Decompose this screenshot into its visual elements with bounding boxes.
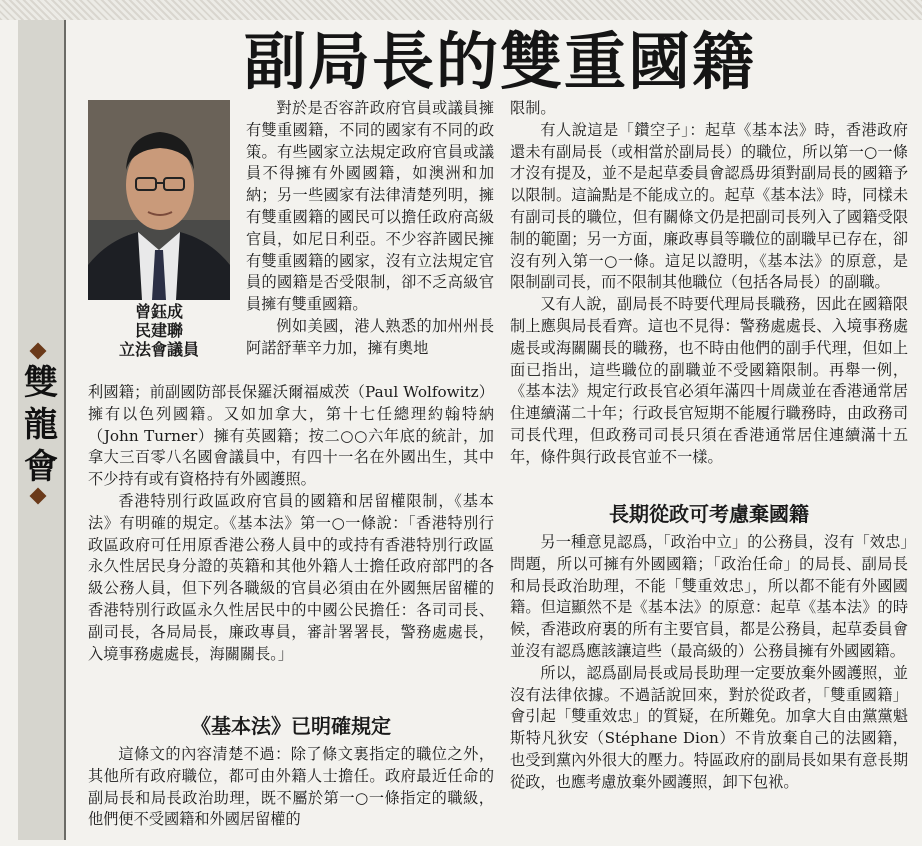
paragraph: 利國籍；前副國防部長保羅沃爾福威茨（Paul Wolfowitz）擁有以色列國籍。又如加拿大，第十七任總理約翰特納（John Turner）擁有英國籍；按二○○六年底的統計，加拿大三百零八名國會議員中，有四十一名在外國出生，其中不少持有或有資格持有外國護照。: [88, 383, 494, 489]
subheading-2: 長期從政可考慮棄國籍: [609, 502, 809, 526]
column-name-text: 雙龍會: [24, 363, 58, 487]
paragraph: 例如美國，港人熟悉的加州州長阿諾舒華辛力加，擁有奧地: [246, 316, 494, 357]
paragraph: 有人說這是「鑽空子」：起草《基本法》時，香港政府還未有副局長（或相當於副局長）的職位，所以第一○一條才沒有提及，並不是起草委員會認爲毋須對副局長的國籍予以限制。這論點是不能成立的。起草《基本法》時，同樣未有副司長的職位，但有關條文仍是把副司長列入了國籍受限制的範圍；另一方面，廉政專員等職位的副職早已存在，卻沒有列入第一○一條。這足以證明，《基本法》的原意，是限制副司長，而不限制其他職位（包括各局長）的副職。: [510, 120, 908, 292]
column2-after-subhead-text: [510, 532, 908, 794]
paragraph: 又有人說，副局長不時要代理局長職務，因此在國籍限制上應與局長看齊。這也不見得：警務處處長、入境事務處處長或海關關長的職務，也不時由他們的副手代理，但如上面已指出，這些職位的副職並不受國籍限制。再舉一例，《基本法》規定行政長官必須年滿四十周歲並在香港通常居住連續滿二十年；行政長官短期不能履行職務時，由政務司司長代理，但政務司司長只須在香港通常居住連續滿十五年，條件與行政長官並不一樣。: [510, 295, 908, 466]
column1-bottom-text: [88, 382, 494, 665]
paragraph: 另一種意見認爲，「政治中立」的公務員，沒有「效忠」問題，所以可擁有外國國籍；「政治任命」的局長、副局長和局長政治助理，不能「雙重效忠」，所以都不能有外國國籍。但這顯然不是《基本法》的原意：起草《基本法》的時候，香港政府裏的所有主要官員，都是公務員，起草委員會並沒有認爲應該讓這些（最高級的）公務員擁有外國國籍。: [510, 533, 908, 660]
column1-top-text: [246, 98, 494, 360]
author-caption: [88, 302, 230, 359]
author-photo: [88, 100, 230, 300]
paragraph: 所以，認爲副局長或局長助理一定要放棄外國護照，並沒有法律依據。不過話說回來，對於從政者，「雙重國籍」會引起「雙重效忠」的質疑，在所難免。加拿大自由黨黨魁斯特凡狄安（Stéphane Dion）不肯放棄自己的法國籍，也受到黨內外很大的壓力。特區政府的副局長如果有意長期從政，也應考慮放棄外國護照，卸下包袱。: [510, 663, 908, 791]
subheading-1: 《基本法》已明確規定: [191, 714, 391, 738]
paragraph: 這條文的內容清楚不過：除了條文裏指定的職位之外，其他所有政府職位，都可由外籍人士擔任。政府最近任命的副局長和局長政治助理，既不屬於第一○一條指定的職級，他們便不受國籍和外國居留權的: [88, 745, 494, 829]
author-name: 曾鈺成: [134, 302, 183, 321]
paragraph: 香港特別行政區政府官員的國籍和居留權限制，《基本法》有明確的規定。《基本法》第一○一條說：「香港特別行政區政府可任用原香港公務人員中的或持有香港特別行政區永久性居民身分證的英籍和其他外籍人士擔任政府部門的各級公務人員，但下列各職級的官員必須由在外國無居留權的香港特別行政區永久性居民中的中國公民擔任：各司司長、副司長，各局局長，廉政專員，審計署署長，警務處處長，入境事務處處長，海關關長。」: [88, 491, 494, 663]
paragraph: 對於是否容許政府官員或議員擁有雙重國籍，不同的國家有不同的政策。有些國家立法規定政府官員或議員不得擁有外國國籍，如澳洲和加納；另一些國家有法律清楚列明，擁有雙重國籍的國民可以擔任政府高級官員，如尼日利亞。不少容許國民擁有雙重國籍的國家，沒有立法規定官員的國籍是否受限制，卻不乏高級官員擁有雙重國籍。: [246, 99, 494, 314]
top-pattern-band: [0, 0, 922, 20]
article-title: 副局長的雙重國籍: [243, 25, 756, 98]
author-portrait-icon: [88, 100, 230, 300]
author-party: 民建聯: [134, 321, 183, 340]
column2-top-text: [510, 98, 908, 469]
column-name: [20, 362, 62, 488]
author-role: 立法會議員: [118, 340, 199, 359]
paragraph: 限制。: [510, 99, 556, 117]
column1-after-subhead-text: [88, 744, 494, 831]
